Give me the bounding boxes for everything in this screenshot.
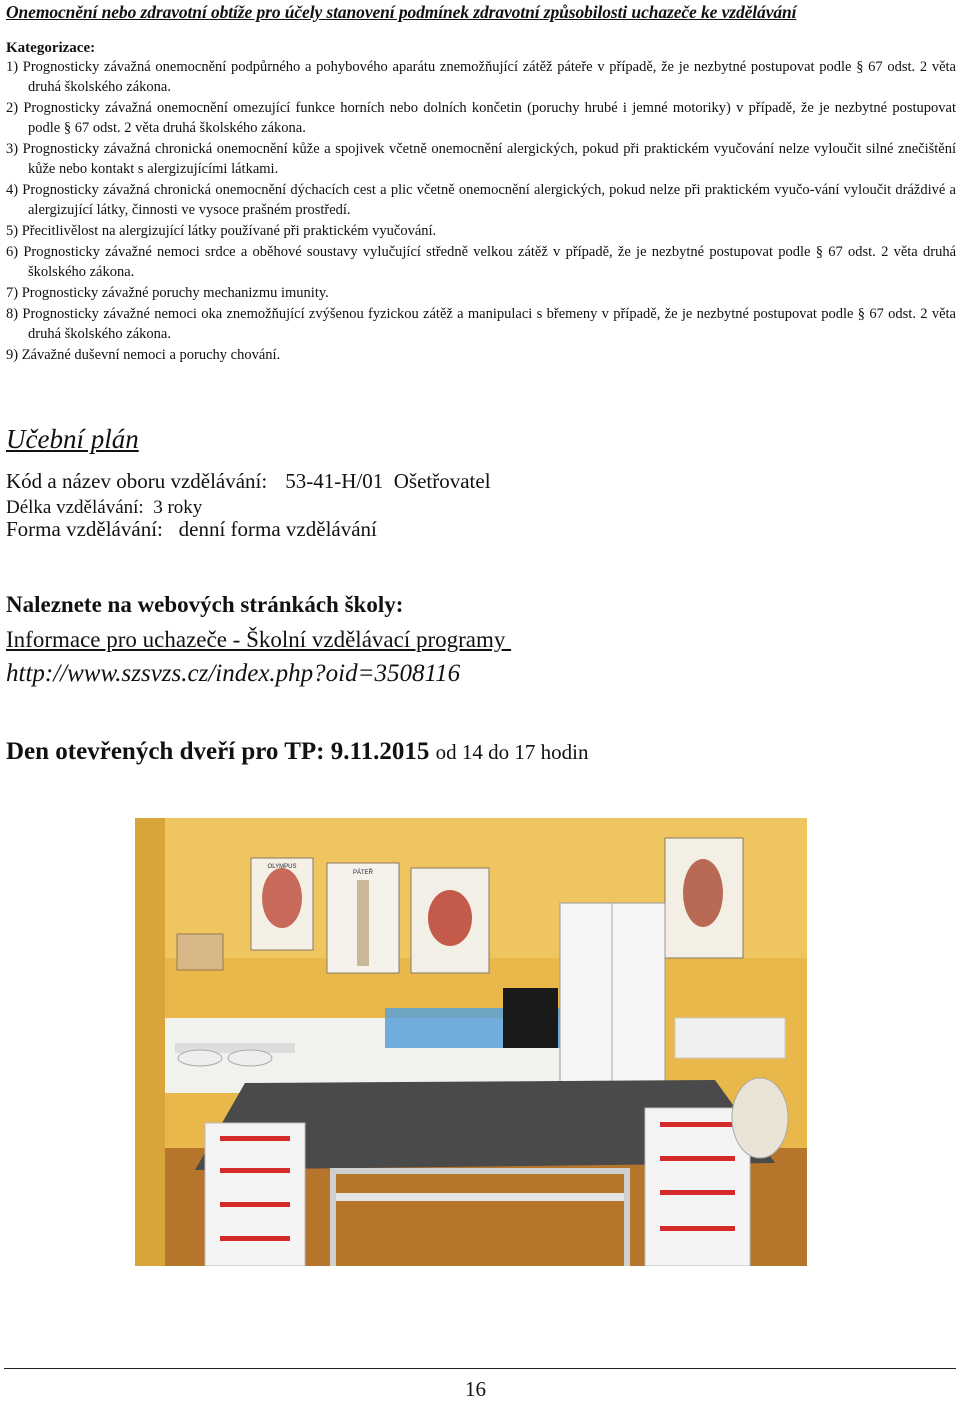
form-label: Forma vzdělávání:	[6, 517, 163, 541]
field-name: Ošetřovatel	[393, 469, 491, 493]
left-drawer-unit	[205, 1123, 305, 1266]
length-value: 3 roky	[153, 497, 203, 518]
list-item: 4) Prognosticky závažná chronická onemocnění dýchacích cest a plic včetně onemocnění alergických, pokud nelze při praktickém vyučo-vání vyloučit dráždivé a alergizující látky, činnosti ve vysoce prašném prostředí.	[6, 182, 956, 218]
school-url[interactable]: http://www.szsvzs.cz/index.php?oid=3508116	[6, 660, 461, 687]
list-item: 6) Prognosticky závažné nemoci srdce a oběhové soustavy vylučující středně velkou zátěž v případě, že je nezbytné postupovat podle § 67 odst. 2 věta druhá školského zákona.	[6, 244, 956, 280]
spine-poster	[327, 863, 399, 973]
list-item: 3) Prognosticky závažná chronická onemocnění kůže a spojivek včetně onemocnění alergických, pokud při praktickém vyučování nelze vyloučit silné znečištění kůže nebo kontakt s alergizujícími látkami.	[6, 141, 956, 177]
cork-board	[177, 934, 223, 970]
list-item: 8) Prognosticky závažné nemoci oka znemožňující zvýšenou fyzickou zátěž a manipulaci s břemeny v případě, že je nezbytné postupovat podle § 67 odst. 2 věta druhá školského zákona.	[6, 306, 956, 342]
poster-title: PÁTEŘ	[352, 870, 374, 876]
form-line	[6, 517, 377, 542]
web-title: Naleznete na webových stránkách školy:	[6, 592, 404, 617]
field-code-label: Kód a název oboru vzdělávání:	[6, 469, 268, 493]
list-item: 2) Prognosticky závažná onemocnění omezující funkce horních nebo dolních končetin (poruchy hrubé i jemné motoriky) v případě, že je nezbytné postupovat podle § 67 odst. 2 věta druhá školského zákona.	[6, 100, 956, 136]
footer-rule	[4, 1368, 956, 1369]
page-number: 16	[465, 1377, 486, 1401]
section-heading: Onemocnění nebo zdravotní obtíže pro účely stanovení podmínek zdravotní způsobilosti uchazeče ke vzdělávání	[6, 2, 797, 22]
list-item: 7) Prognosticky závažné poruchy mechanizmu imunity.	[6, 285, 329, 301]
open-day-line	[6, 738, 588, 766]
form-value: denní forma vzdělávání	[178, 517, 377, 541]
field-code-value: 53-41-H/01	[285, 469, 384, 493]
list-item: 5) Přecitlivělost na alergizující látky používané při praktickém vyučování.	[6, 223, 437, 239]
criteria-list	[6, 57, 956, 366]
field-code-line	[6, 469, 491, 494]
categorization-label: Kategorizace:	[6, 40, 96, 56]
classroom-photo	[135, 818, 807, 1266]
open-day-date: Den otevřených dveří pro TP: 9.11.2015	[6, 738, 430, 765]
hospital-bed	[675, 1018, 785, 1058]
list-item: 9) Závažné duševní nemoci a poruchy chování.	[6, 347, 281, 363]
programs-link[interactable]: Informace pro uchazeče - Školní vzdělávací programy	[6, 627, 512, 652]
open-day-hours: od 14 do 17 hodin	[435, 740, 589, 764]
length-line	[6, 497, 202, 519]
laundry-bag	[732, 1078, 788, 1158]
length-label: Délka vzdělávání:	[6, 497, 144, 518]
anatomy-poster	[251, 858, 313, 950]
poster-brand: OLYMPUS	[267, 864, 297, 870]
office-chair	[503, 988, 558, 1048]
list-item: 1) Prognosticky závažná onemocnění podpůrného a pohybového aparátu znemožňující zátěž páteře v případě, že je nezbytné postupovat podle § 67 odst. 2 věta druhá školského zákona.	[6, 59, 956, 95]
plan-title: Učební plán	[6, 424, 139, 454]
